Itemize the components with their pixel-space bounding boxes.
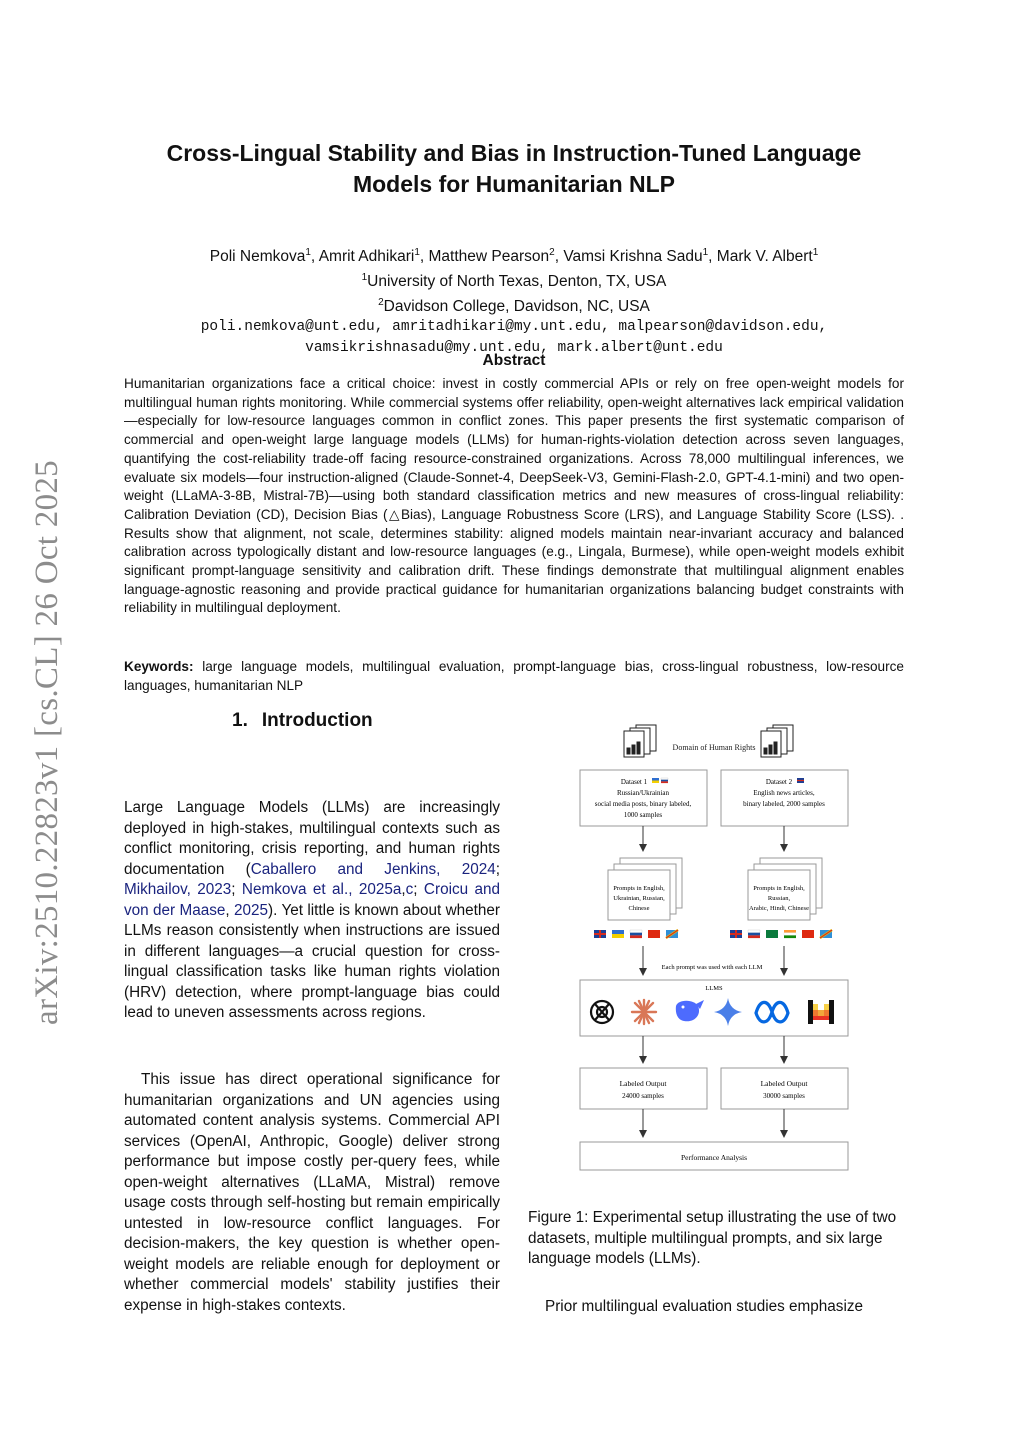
prompt-stack-2-line: Prompts in English,	[753, 885, 805, 892]
dataset-1-line: 1000 samples	[623, 811, 663, 819]
labeled-output-2-title: Labeled Output	[760, 1079, 808, 1088]
author-affiliation-mark: 1	[812, 247, 819, 258]
labeled-output-1-box	[580, 1068, 707, 1109]
performance-analysis-label: Performance Analysis	[680, 1153, 748, 1162]
flag-ukraine-icon	[652, 778, 659, 781]
author-name: Matthew Pearson	[428, 248, 550, 266]
dataset-1-title: Dataset 1	[620, 778, 648, 786]
citation-separator: ;	[495, 860, 500, 878]
prompt-note: Each prompt was used with each LLM	[661, 964, 763, 971]
affiliation-text: Davidson College, Davidson, NC, USA	[383, 298, 650, 316]
paragraph-text: ). Yet little is known about whether LLMs reason consistently when instructions are issued in different languages—a crucial question for cross-lingual classification tasks like human rights violation (HRV) detection, where prompt-language bias could lead to uneven assessments across regions.	[124, 901, 500, 1021]
author-affiliation-mark: 1	[702, 247, 709, 258]
paragraph-text: Large Language Models (LLMs) are increasingly deployed in high-stakes, multilingual contexts such as conflict monitoring, crisis reporting, and human rights documentation (	[124, 799, 500, 878]
dataset-2-title: Dataset 2	[765, 778, 793, 786]
affiliation	[124, 267, 904, 292]
figure-1-diagram	[572, 720, 862, 1180]
author-affiliation-mark: 2	[549, 247, 555, 258]
author-name: Amrit Adhikari	[318, 248, 415, 266]
citation-separator: ;	[231, 881, 242, 898]
domain-label: Domain of Human Rights	[672, 743, 756, 752]
section-title: Introduction	[261, 710, 373, 731]
author-name: Mark V. Albert	[716, 248, 813, 266]
intro-paragraph-3: Prior multilingual evaluation studies emphasize	[545, 1298, 864, 1315]
citation-separator: ,	[225, 901, 235, 919]
citation-link[interactable]: Croicu and von der Maase	[124, 881, 501, 919]
flags-row-2	[730, 930, 832, 938]
author-name: Vamsi Krishna Sadu	[563, 248, 703, 266]
llms-label: LLMS	[705, 985, 723, 992]
keywords-label: Keywords:	[124, 659, 194, 674]
abstract-text: Humanitarian organizations face a critical choice: invest in costly commercial APIs or rely on free open-weight models for multilingual human rights monitoring. While commercial systems offer reliability, open-weight alternatives lack empirical validation—especially for low-resource languages common in conflict zones. This paper presents the first systematic comparison of commercial and open-weight large language models (LLMs) for human-rights-violation detection across seven languages, quantifying the cost-reliability trade-off facing resource-constrained organizations. Across 78,000 multilingual inferences, we evaluate six models—four instruction-aligned (Claude-Sonnet-4, DeepSeek-V3, Gemini-Flash-2.0, GPT-4.1-mini) and two open-weight (LLaMA-3-8B, Mistral-7B)—using both standard classification metrics and new measures of cross-lingual reliability: Calibration Deviation (CD), Decision Bias (△Bias), Language Robustness Score (LRS), and Language Stability Score (LSS). . Results show that alignment, not scale, determines stability: aligned models maintain near-invariant accuracy and balanced calibration across typologically distant and low-resource languages (e.g., Lingala, Burmese), while open-weight models exhibit significant prompt-language sensitivity and calibration drift. These findings demonstrate that multilingual alignment enables language-agnostic reasoning and provide practical guidance for humanitarian organizations balancing budget constraints with reliability in multilingual deployment.	[124, 376, 904, 616]
keywords-text: large language models, multilingual evaluation, prompt-language bias, cross-lingual robustness, low-resource languages, humanitarian NLP	[124, 659, 904, 693]
citation-link[interactable]: Mikhailov, 2023	[124, 881, 232, 898]
affiliation-number: 2	[378, 297, 384, 309]
prompt-stack-2-line: Arabic, Hindi, Chinese	[749, 905, 809, 912]
citation-separator: ;	[413, 881, 424, 898]
citation-link[interactable]: c	[405, 881, 414, 898]
email-line: poli.nemkova@unt.edu, amritadhikari@my.unt.edu, malpearson@davidson.edu,	[200, 319, 828, 336]
author-name: Poli Nemkova	[209, 248, 306, 266]
labeled-output-2-count: 30000 samples	[763, 1092, 805, 1100]
abstract-heading: Abstract	[482, 352, 546, 369]
dataset-1-line: social media posts, binary labeled,	[594, 800, 692, 808]
affiliation	[124, 292, 904, 317]
intro-paragraph-2: This issue has direct operational significance for humanitarian organizations and UN agencies using automated content analysis systems. Commercial API services (OpenAI, Anthropic, Google) deliver strong performance but impose costly per-query fees, while open-weight alternatives (LLaMA, Mistral) remove usage costs through self-hosting but remain empirically untested in low-resource conflict languages. For decision-makers, the key question is whether open-weight models are reliable enough for deployment or whether commercial models' stability justifies their expense in high-stakes contexts.	[124, 1071, 500, 1314]
section-number: 1.	[232, 710, 248, 731]
affiliation-text: University of North Texas, Denton, TX, USA	[367, 273, 667, 291]
citation-link[interactable]: Nemkova et al., 2025a	[241, 881, 402, 898]
dataset-2-line: binary labeled, 2000 samples	[743, 800, 825, 808]
documents-icon	[761, 725, 793, 757]
author-affiliation-mark: 1	[305, 247, 311, 258]
claude-logo-icon	[632, 1000, 656, 1024]
labeled-output-2-box	[721, 1068, 848, 1109]
prompt-stack-1-line: Ukrainian, Russian,	[613, 895, 665, 902]
paper-title: Cross-Lingual Stability and Bias in Instruction-Tuned Language Models for Humanitarian NLP	[166, 140, 862, 197]
arxiv-identifier: arXiv:2510.22823v1 [cs.CL] 26 Oct 2025	[29, 460, 65, 1025]
affiliation-number: 1	[361, 272, 368, 284]
prompt-stack-1-line: Chinese	[628, 905, 650, 912]
dataset-2-line: English news articles,	[753, 789, 815, 797]
section-heading	[232, 710, 373, 732]
labeled-output-1-title: Labeled Output	[619, 1079, 667, 1088]
citation-separator: ,	[401, 881, 406, 898]
documents-icon	[624, 725, 656, 757]
flags-row-1	[594, 930, 678, 938]
dataset-1-line: Russian/Ukrainian	[616, 789, 670, 797]
intro-paragraph-1	[124, 798, 500, 1024]
author-list: Poli Nemkova$^1$, Amrit Adhikari$^1$, Matthew Pearson$^2$, Vamsi Krishna Sadu$^1$, Mark V. Albert$^1$	[209, 247, 819, 266]
author-affiliation-mark: 1	[414, 247, 420, 258]
citation-link[interactable]: 2025	[234, 901, 269, 919]
flag-russia-icon	[661, 778, 668, 780]
prompt-stack-1-line: Prompts in English,	[613, 885, 665, 892]
labeled-output-1-count: 24000 samples	[622, 1092, 664, 1100]
figure-caption: Figure 1: Experimental setup illustrating the use of two datasets, multiple multilingual prompts, and six large language models (LLMs).	[528, 1209, 897, 1267]
keywords	[124, 657, 904, 695]
prompt-stack-2-line: Russian,	[767, 895, 791, 902]
citation-link[interactable]: Caballero and Jenkins, 2024	[250, 860, 496, 878]
email-line: vamsikrishnasadu@my.unt.edu, mark.albert@unt.edu	[305, 340, 723, 357]
author-block	[124, 242, 904, 359]
